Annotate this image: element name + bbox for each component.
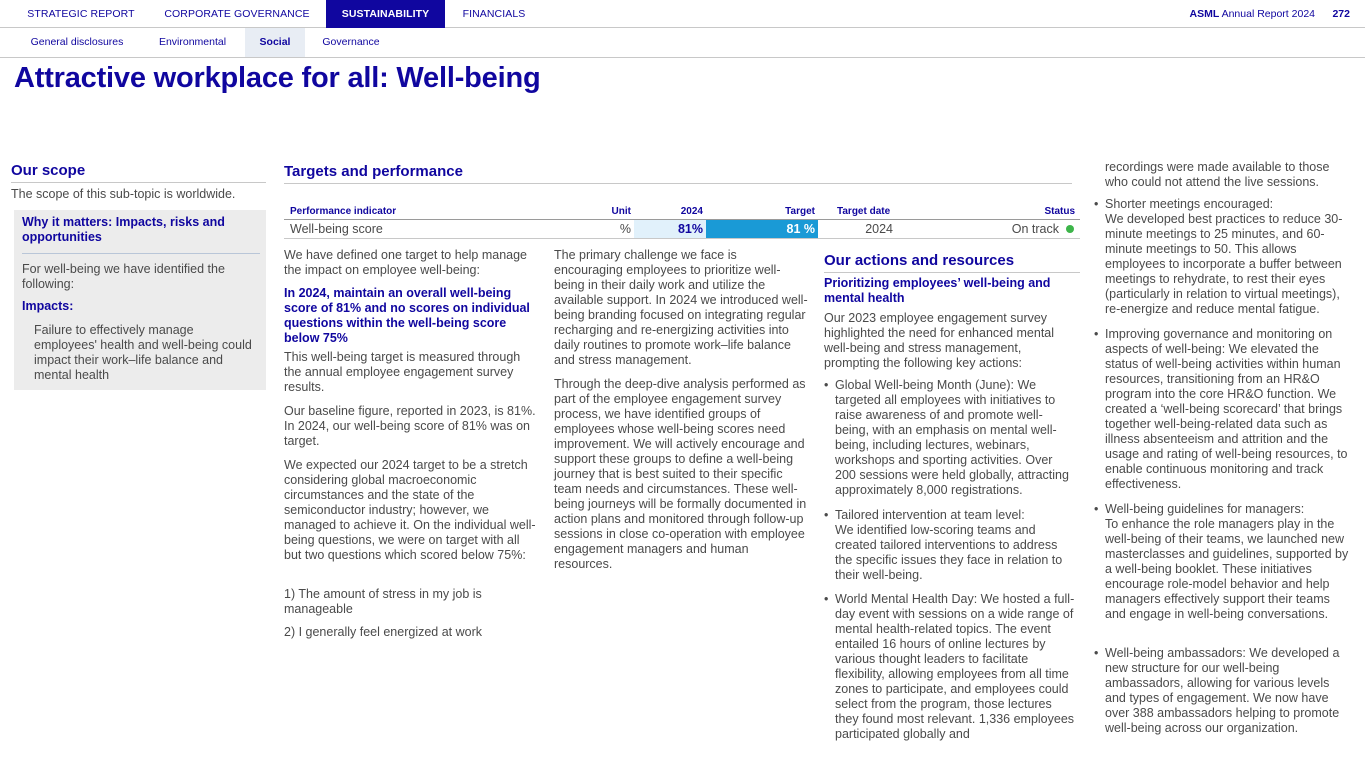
actions-subheading: Prioritizing employees’ well-being and mental health [824,276,1051,305]
nav-tab-strategic-report[interactable]: STRATEGIC REPORT [27,8,135,20]
bullet-glyph: • [1094,646,1099,660]
bullet-text-body: We identified low-scoring teams and created tailored interventions to address the specific issues they face in relation to their well-being. [835,523,1063,582]
sub-navigation [0,28,1365,58]
col1-paragraph-4: Our baseline figure, reported in 2023, is 81%. In 2024, our well-being score of 81% was on target. [284,404,536,448]
td-indicator: Well-being score [290,222,383,236]
bullet-text: Well-being ambassadors: We developed a new structure for our well-being ambassadors, allowing for various levels and types of engagement. We now have over 388 ambassadors helping to promote well-being across our organization. [1105,646,1340,735]
action-bullet-world-mental-health-day [824,592,1076,742]
col1-question-1: 1) The amount of stress in my job is manageable [284,587,482,616]
subnav-tab-environmental[interactable]: Environmental [158,36,227,48]
th-2024: 2024 [680,206,703,217]
bullet-text: Global Well-being Month (June): We targeted all employees with initiatives to raise awareness of and promote well-being, with an emphasis on mental well-being, including lectures, webinars, workshops and sporting activities. Over 200 sessions were held globally, attracting approximately 8,000 registrations. [835,378,1069,497]
th-target: Target [785,206,815,217]
action-bullet-governance-monitoring [1094,327,1353,492]
bullet-text-title: Well-being guidelines for managers: [1105,502,1305,516]
col1-paragraph-3: This well-being target is measured through the annual employee engagement survey results. [284,350,521,394]
bullet-glyph: • [824,508,829,522]
nav-tab-corporate-governance[interactable]: CORPORATE GOVERNANCE [164,8,310,20]
col1-question-2: 2) I generally feel energized at work [284,625,483,639]
why-it-matters-box [14,210,266,390]
impacts-text: Failure to effectively manage employees' health and well-being could impact their work–life balance and mental health [34,323,252,382]
bullet-text-body: We developed best practices to reduce 30-minute meetings to 25 minutes, and 60-minute meetings to 50. This allows employees to incorporate a buffer between meetings to rehydrate, to rest their eyes (particularly in relation to virtual meetings), re-energize and reduce mental fatigue. [1105,212,1343,316]
bullet-glyph: • [824,378,829,392]
td-value-2024: 81% [677,222,703,236]
actions-heading-rule [824,272,1080,273]
table-bottom-rule [284,238,1080,239]
nav-tab-sustainability[interactable]: SUSTAINABILITY [326,0,445,28]
scope-heading: Our scope [11,162,86,179]
report-title [1190,0,1316,28]
status-on-track-icon [1066,225,1074,233]
th-status: Status [1044,206,1075,217]
td-target-date: 2024 [865,222,893,236]
impacts-label: Impacts: [22,299,74,313]
td-unit: % [619,222,631,236]
bullet-text-body: To enhance the role managers play in the well-being of their teams, we launched new masterclasses and guidelines, supported by a well-being booklet. These initiatives encourage role-model behavior and help managers effectively support their teams and engage in well-being conversations. [1105,517,1349,621]
bullet-glyph: • [824,592,829,606]
th-performance-indicator: Performance indicator [290,206,397,217]
action-bullet-ambassadors [1094,646,1353,736]
col2-paragraph-2: Through the deep-dive analysis performed as part of the employee engagement survey process, we have identified groups of employees whose well-being scores need improvement. We will actively encourage and support these groups to define a well-being journey that is best suited to their specific team needs and circumstances. These well-being journeys will be formally documented in action plans and monitored through follow-up sessions in close co-operation with employee engagement managers and human resources. [554,377,807,571]
subnav-tab-social[interactable]: Social [245,28,305,57]
targets-heading: Targets and performance [284,163,463,180]
th-unit: Unit [611,206,631,217]
top-navigation [0,0,1365,28]
actions-heading: Our actions and resources [824,252,1015,269]
th-target-date: Target date [837,206,891,217]
scope-text: The scope of this sub-topic is worldwide. [11,187,236,201]
bullet-glyph: • [1094,327,1099,341]
why-it-matters-heading: Why it matters: Impacts, risks and opportunities [22,215,225,244]
bullet-text: World Mental Health Day: We hosted a full-day event with sessions on a wide range of mental health-related topics. The event entailed 16 hours of online lectures by various thought leaders to facilitate flexibility, allowing employees from all time zones to participate, and employees could select from the program, those lectures they found most relevant. 1,336 employees participated globally and [835,592,1075,741]
col1-paragraph-1: We have defined one target to help manage the impact on employee well-being: [284,248,527,277]
page-number: 272 [1332,8,1350,20]
bullet-text-title: Tailored intervention at team level: [835,508,1025,522]
actions-intro: Our 2023 employee engagement survey highlighted the need for enhanced mental well-being and stress management, prompting the following key actions: [824,311,1055,370]
col1-paragraph-5: We expected our 2024 target to be a stretch considering global macroeconomic circumstances and the state of the semiconductor industry; however, we managed to achieve it. On the individual well-being questions, we were on target with all but two questions which scored below 75%: [284,458,536,562]
col4-continuation: recordings were made available to those who could not attend the live sessions. [1105,160,1330,189]
action-bullet-tailored-intervention [824,508,1076,583]
bullet-glyph: • [1094,502,1099,516]
scope-heading-rule [11,182,266,183]
bullet-text: Improving governance and monitoring on aspects of well-being: We elevated the status of well-being activities within human resources, transitioning from an HR&O program into the core HR&O function. We created a ‘well-being scorecard’ that brings together well-being-related data such as illness absenteeism and attrition and the usage and rating of well-being resources, to enable continuous monitoring and track effectiveness. [1105,327,1348,491]
col2-paragraph-1: The primary challenge we face is encouraging employees to prioritize well-being in their daily work and utilize the available support. In 2024 we introduced well-being branding focused on integrating regular recharging and re-energizing activities into daily routines to promote work–life balance and stress management. [554,248,808,367]
td-target: 81 % [786,222,815,236]
box-intro: For well-being we have identified the following: [22,262,225,291]
brand-name: ASML [1189,8,1220,20]
target-statement: In 2024, maintain an overall well-being score of 81% and no scores on individual questions within the well-being score below 75% [284,286,530,345]
nav-tab-financials[interactable]: FINANCIALS [462,8,526,20]
td-status: On track [1011,222,1059,236]
action-bullet-shorter-meetings [1094,197,1353,317]
bullet-glyph: • [1094,197,1099,211]
page-title: Attractive workplace for all: Well-being [14,62,541,94]
bullet-text-title: Shorter meetings encouraged: [1105,197,1274,211]
action-bullet-manager-guidelines [1094,502,1353,622]
box-divider [22,253,260,254]
report-title-text: Annual Report 2024 [1221,8,1315,20]
subnav-tab-governance[interactable]: Governance [322,36,380,48]
action-bullet-global-wellbeing-month [824,378,1076,498]
subnav-tab-general-disclosures[interactable]: General disclosures [30,36,124,48]
targets-heading-rule [284,183,1072,184]
